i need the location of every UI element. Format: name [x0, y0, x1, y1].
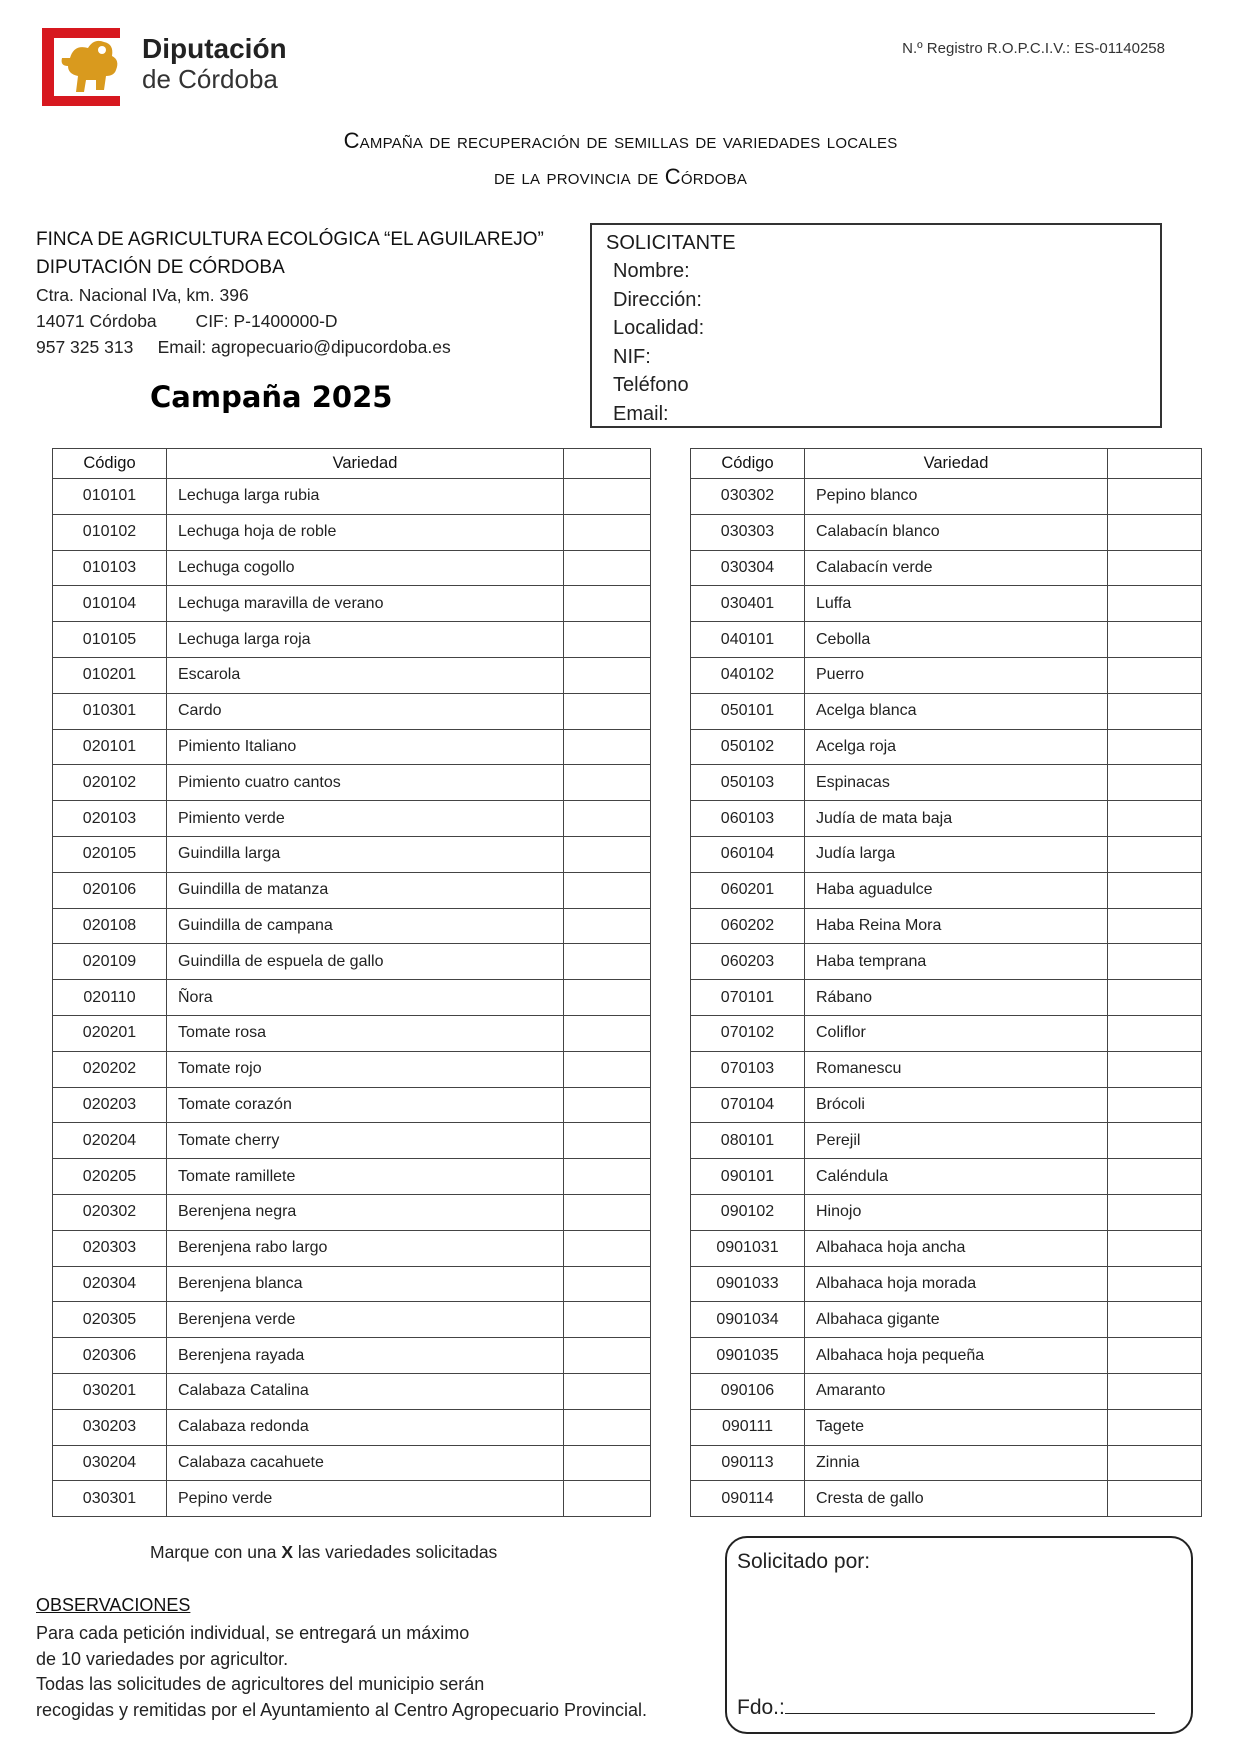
- variety-name: Lechuga larga roja: [167, 622, 564, 658]
- select-checkbox-cell[interactable]: [1108, 1159, 1202, 1195]
- table-row: [691, 1338, 1202, 1374]
- table-row: [53, 479, 651, 515]
- table-row: [53, 1373, 651, 1409]
- document-title-line2: de la provincia de Córdoba: [493, 164, 748, 189]
- variety-code: 020201: [53, 1015, 167, 1051]
- table-row: [53, 1481, 651, 1517]
- table-row: [691, 980, 1202, 1016]
- select-checkbox-cell[interactable]: [564, 729, 651, 765]
- variety-code: 020105: [53, 836, 167, 872]
- select-checkbox-cell[interactable]: [564, 1409, 651, 1445]
- variety-name: Escarola: [167, 657, 564, 693]
- variety-name: Brócoli: [805, 1087, 1108, 1123]
- variety-name: Tomate cherry: [167, 1123, 564, 1159]
- table-row: [53, 1194, 651, 1230]
- select-checkbox-cell[interactable]: [564, 801, 651, 837]
- variety-code: 070103: [691, 1051, 805, 1087]
- table-row: [53, 765, 651, 801]
- variety-code: 070102: [691, 1015, 805, 1051]
- observaciones-line: Para cada petición individual, se entregará un máximo: [36, 1623, 470, 1643]
- variety-code: 020305: [53, 1302, 167, 1338]
- table-row: [691, 1230, 1202, 1266]
- select-checkbox-cell[interactable]: [564, 765, 651, 801]
- variety-code: 020102: [53, 765, 167, 801]
- select-checkbox-cell[interactable]: [1108, 801, 1202, 837]
- table-row: [53, 622, 651, 658]
- table-row: [691, 1194, 1202, 1230]
- column-header-code: Código: [53, 449, 167, 479]
- table-row: [691, 479, 1202, 515]
- variety-name: Calabacín verde: [805, 550, 1108, 586]
- select-checkbox-cell[interactable]: [1108, 1302, 1202, 1338]
- observaciones-line: Todas las solicitudes de agricultores del municipio serán: [36, 1674, 485, 1694]
- table-row: [53, 1445, 651, 1481]
- email-field[interactable]: Email:: [613, 402, 669, 425]
- signature-box[interactable]: [725, 1536, 1193, 1734]
- table-row: [691, 729, 1202, 765]
- telefono-field[interactable]: Teléfono: [613, 374, 689, 396]
- table-row: [691, 872, 1202, 908]
- variety-name: Pepino verde: [167, 1481, 564, 1517]
- registro-number: N.º Registro R.O.P.C.I.V.: ES-01140258: [902, 40, 1165, 57]
- select-checkbox-cell[interactable]: [1108, 908, 1202, 944]
- table-row: [691, 1266, 1202, 1302]
- direccion-field[interactable]: Dirección:: [613, 288, 702, 311]
- variety-code: 0901033: [691, 1266, 805, 1302]
- variety-name: Albahaca hoja ancha: [805, 1230, 1108, 1266]
- variety-name: Ñora: [167, 980, 564, 1016]
- table-row: [53, 657, 651, 693]
- variety-name: Coliflor: [805, 1015, 1108, 1051]
- select-checkbox-cell[interactable]: [564, 944, 651, 980]
- variety-name: Haba temprana: [805, 944, 1108, 980]
- table-row: [53, 514, 651, 550]
- diputacion-logo: [42, 28, 302, 108]
- logo-subtitle: de Córdoba: [142, 64, 278, 94]
- select-checkbox-cell[interactable]: [1108, 622, 1202, 658]
- table-row: [53, 1409, 651, 1445]
- variety-code: 030201: [53, 1373, 167, 1409]
- variety-code: 010103: [53, 550, 167, 586]
- variety-name: Calabacín blanco: [805, 514, 1108, 550]
- observaciones-text: [36, 1621, 647, 1723]
- variety-name: Berenjena blanca: [167, 1266, 564, 1302]
- variety-name: Guindilla larga: [167, 836, 564, 872]
- logo-title: Diputación: [142, 33, 287, 64]
- variety-name: Guindilla de campana: [167, 908, 564, 944]
- select-checkbox-cell[interactable]: [1108, 765, 1202, 801]
- table-row: [691, 693, 1202, 729]
- select-checkbox-cell[interactable]: [564, 693, 651, 729]
- variety-code: 070101: [691, 980, 805, 1016]
- variety-code: 040102: [691, 657, 805, 693]
- select-checkbox-cell[interactable]: [1108, 836, 1202, 872]
- variety-code: 030303: [691, 514, 805, 550]
- variety-name: Tomate ramillete: [167, 1159, 564, 1195]
- nombre-field[interactable]: Nombre:: [613, 260, 690, 282]
- table-row: [691, 622, 1202, 658]
- variety-name: Judía de mata baja: [805, 801, 1108, 837]
- variety-name: Berenjena rabo largo: [167, 1230, 564, 1266]
- variety-code: 0901034: [691, 1302, 805, 1338]
- variety-code: 090111: [691, 1409, 805, 1445]
- variety-name: Puerro: [805, 657, 1108, 693]
- table-row: [53, 586, 651, 622]
- table-row: [53, 1123, 651, 1159]
- variety-code: 050101: [691, 693, 805, 729]
- table-row: [53, 1087, 651, 1123]
- table-row: [53, 1230, 651, 1266]
- variety-code: 060201: [691, 872, 805, 908]
- table-row: [53, 1338, 651, 1374]
- variety-name: Rábano: [805, 980, 1108, 1016]
- select-checkbox-cell[interactable]: [1108, 1194, 1202, 1230]
- select-checkbox-cell[interactable]: [1108, 1445, 1202, 1481]
- table-row: [53, 1302, 651, 1338]
- variety-name: Calabaza redonda: [167, 1409, 564, 1445]
- select-checkbox-cell[interactable]: [564, 1481, 651, 1517]
- select-checkbox-cell[interactable]: [564, 908, 651, 944]
- variety-code: 090101: [691, 1159, 805, 1195]
- variety-code: 050102: [691, 729, 805, 765]
- select-checkbox-cell[interactable]: [1108, 1230, 1202, 1266]
- column-header-variety: Variedad: [167, 449, 564, 479]
- column-header-variety: Variedad: [805, 449, 1108, 479]
- variety-code: 020202: [53, 1051, 167, 1087]
- variety-code: 060104: [691, 836, 805, 872]
- variety-name: Acelga blanca: [805, 693, 1108, 729]
- select-checkbox-cell[interactable]: [564, 1015, 651, 1051]
- variety-code: 020108: [53, 908, 167, 944]
- select-checkbox-cell[interactable]: [564, 1087, 651, 1123]
- marque-text-pre: Marque con una: [150, 1542, 282, 1562]
- variety-name: Guindilla de espuela de gallo: [167, 944, 564, 980]
- variety-code: 020204: [53, 1123, 167, 1159]
- variety-code: 010105: [53, 622, 167, 658]
- variety-code: 020303: [53, 1230, 167, 1266]
- variety-code: 030203: [53, 1409, 167, 1445]
- variety-name: Lechuga cogollo: [167, 550, 564, 586]
- variety-name: Zinnia: [805, 1445, 1108, 1481]
- variety-name: Pimiento Italiano: [167, 729, 564, 765]
- select-checkbox-cell[interactable]: [564, 836, 651, 872]
- select-checkbox-cell[interactable]: [564, 550, 651, 586]
- variety-name: Caléndula: [805, 1159, 1108, 1195]
- select-checkbox-cell[interactable]: [1108, 1481, 1202, 1517]
- variety-code: 090102: [691, 1194, 805, 1230]
- variety-code: 090113: [691, 1445, 805, 1481]
- nif-field[interactable]: NIF:: [613, 345, 651, 368]
- variety-code: 020302: [53, 1194, 167, 1230]
- variety-code: 010102: [53, 514, 167, 550]
- select-checkbox-cell[interactable]: [564, 622, 651, 658]
- variety-name: Hinojo: [805, 1194, 1108, 1230]
- variety-code: 010104: [53, 586, 167, 622]
- variety-name: Amaranto: [805, 1373, 1108, 1409]
- select-checkbox-cell[interactable]: [1108, 729, 1202, 765]
- variety-code: 030301: [53, 1481, 167, 1517]
- solicitante-box: [590, 223, 1162, 428]
- table-row: [691, 1051, 1202, 1087]
- table-row: [53, 944, 651, 980]
- variety-code: 030401: [691, 586, 805, 622]
- variety-name: Lechuga hoja de roble: [167, 514, 564, 550]
- variety-name: Berenjena rayada: [167, 1338, 564, 1374]
- variety-name: Guindilla de matanza: [167, 872, 564, 908]
- select-checkbox-cell[interactable]: [564, 1338, 651, 1374]
- table-row: [53, 1015, 651, 1051]
- variety-name: Berenjena verde: [167, 1302, 564, 1338]
- table-row: [53, 801, 651, 837]
- select-checkbox-cell[interactable]: [1108, 1123, 1202, 1159]
- table-row: [691, 908, 1202, 944]
- institution-contact: 957 325 313 Email: agropecuario@dipucordoba.es: [36, 337, 451, 357]
- table-row: [53, 980, 651, 1016]
- table-row: [691, 1373, 1202, 1409]
- variety-code: 010101: [53, 479, 167, 515]
- select-checkbox-cell[interactable]: [564, 872, 651, 908]
- table-row: [691, 1087, 1202, 1123]
- variety-name: Albahaca hoja pequeña: [805, 1338, 1108, 1374]
- table-row: [691, 1409, 1202, 1445]
- table-row: [53, 1051, 651, 1087]
- variety-code: 020101: [53, 729, 167, 765]
- localidad-field[interactable]: Localidad:: [613, 317, 705, 339]
- table-row: [691, 1481, 1202, 1517]
- variety-name: Tagete: [805, 1409, 1108, 1445]
- select-checkbox-cell[interactable]: [1108, 514, 1202, 550]
- table-row: [691, 1015, 1202, 1051]
- variety-name: Tomate rojo: [167, 1051, 564, 1087]
- marque-text-post: las variedades solicitadas: [293, 1542, 498, 1562]
- select-checkbox-cell[interactable]: [1108, 1015, 1202, 1051]
- variety-code: 070104: [691, 1087, 805, 1123]
- select-checkbox-cell[interactable]: [564, 1302, 651, 1338]
- institution-parent: DIPUTACIÓN DE CÓRDOBA: [36, 257, 285, 278]
- variety-table-left: [52, 448, 651, 1517]
- variety-name: Luffa: [805, 586, 1108, 622]
- variety-code: 090106: [691, 1373, 805, 1409]
- variety-code: 040101: [691, 622, 805, 658]
- column-header-mark: [1108, 449, 1202, 479]
- variety-code: 030204: [53, 1445, 167, 1481]
- table-row: [691, 944, 1202, 980]
- select-checkbox-cell[interactable]: [1108, 657, 1202, 693]
- variety-name: Berenjena negra: [167, 1194, 564, 1230]
- select-checkbox-cell[interactable]: [1108, 693, 1202, 729]
- select-checkbox-cell[interactable]: [1108, 550, 1202, 586]
- variety-name: Haba Reina Mora: [805, 908, 1108, 944]
- select-checkbox-cell[interactable]: [564, 586, 651, 622]
- select-checkbox-cell[interactable]: [1108, 872, 1202, 908]
- select-checkbox-cell[interactable]: [564, 1123, 651, 1159]
- column-header-mark: [564, 449, 651, 479]
- table-row: [53, 872, 651, 908]
- select-checkbox-cell[interactable]: [564, 980, 651, 1016]
- variety-code: 030302: [691, 479, 805, 515]
- observaciones-line: recogidas y remitidas por el Ayuntamiento al Centro Agropecuario Provincial.: [36, 1699, 647, 1720]
- marque-x: X: [281, 1542, 294, 1562]
- variety-name: Cebolla: [805, 622, 1108, 658]
- select-checkbox-cell[interactable]: [1108, 1266, 1202, 1302]
- variety-code: 020106: [53, 872, 167, 908]
- variety-code: 0901035: [691, 1338, 805, 1374]
- select-checkbox-cell[interactable]: [1108, 1373, 1202, 1409]
- table-header-row: [53, 449, 651, 479]
- table-row: [691, 1445, 1202, 1481]
- table-row: [691, 1123, 1202, 1159]
- variety-code: 080101: [691, 1123, 805, 1159]
- observaciones-title: OBSERVACIONES: [36, 1595, 191, 1615]
- variety-name: Tomate corazón: [167, 1087, 564, 1123]
- table-row: [691, 514, 1202, 550]
- table-header-row: [691, 449, 1202, 479]
- variety-name: Calabaza Catalina: [167, 1373, 564, 1409]
- select-checkbox-cell[interactable]: [564, 1266, 651, 1302]
- variety-code: 090114: [691, 1481, 805, 1517]
- variety-name: Tomate rosa: [167, 1015, 564, 1051]
- select-checkbox-cell[interactable]: [564, 1159, 651, 1195]
- table-row: [691, 1302, 1202, 1338]
- variety-code: 0901031: [691, 1230, 805, 1266]
- table-row: [691, 801, 1202, 837]
- table-row: [691, 1159, 1202, 1195]
- variety-code: 020110: [53, 980, 167, 1016]
- marque-instruction: [150, 1542, 497, 1563]
- campaign-year: Campaña 2025: [150, 380, 393, 414]
- select-checkbox-cell[interactable]: [564, 514, 651, 550]
- variety-name: Acelga roja: [805, 729, 1108, 765]
- select-checkbox-cell[interactable]: [1108, 586, 1202, 622]
- table-row: [53, 908, 651, 944]
- select-checkbox-cell[interactable]: [564, 1230, 651, 1266]
- signature-underline: [785, 1696, 1155, 1714]
- variety-code: 060202: [691, 908, 805, 944]
- select-checkbox-cell[interactable]: [564, 1194, 651, 1230]
- variety-name: Haba aguadulce: [805, 872, 1108, 908]
- variety-code: 020205: [53, 1159, 167, 1195]
- fdo-label: Fdo.:: [737, 1696, 785, 1719]
- variety-code: 010201: [53, 657, 167, 693]
- select-checkbox-cell[interactable]: [1108, 479, 1202, 515]
- variety-code: 020203: [53, 1087, 167, 1123]
- table-row: [691, 586, 1202, 622]
- select-checkbox-cell[interactable]: [1108, 1409, 1202, 1445]
- table-row: [53, 1159, 651, 1195]
- select-checkbox-cell[interactable]: [564, 1445, 651, 1481]
- table-row: [53, 729, 651, 765]
- variety-code: 030304: [691, 550, 805, 586]
- table-row: [53, 693, 651, 729]
- select-checkbox-cell[interactable]: [564, 657, 651, 693]
- column-header-code: Código: [691, 449, 805, 479]
- select-checkbox-cell[interactable]: [564, 1373, 651, 1409]
- variety-code: 060103: [691, 801, 805, 837]
- select-checkbox-cell[interactable]: [564, 1051, 651, 1087]
- institution-city-cif: 14071 Córdoba CIF: P-1400000-D: [36, 311, 338, 331]
- variety-code: 060203: [691, 944, 805, 980]
- diputacion-lion-icon: [42, 28, 132, 106]
- variety-name: Lechuga larga rubia: [167, 479, 564, 515]
- table-row: [691, 657, 1202, 693]
- solicitante-title: SOLICITANTE: [606, 232, 736, 254]
- institution-name: FINCA DE AGRICULTURA ECOLÓGICA “EL AGUILAREJO”: [36, 229, 544, 250]
- variety-code: 020306: [53, 1338, 167, 1374]
- document-title-line1: Campaña de recuperación de semillas de variedades locales: [343, 128, 898, 153]
- variety-code: 050103: [691, 765, 805, 801]
- institution-block: [36, 226, 576, 360]
- variety-name: Lechuga maravilla de verano: [167, 586, 564, 622]
- institution-address: Ctra. Nacional IVa, km. 396: [36, 285, 249, 305]
- solicitado-por-label: Solicitado por:: [737, 1550, 871, 1573]
- variety-code: 020304: [53, 1266, 167, 1302]
- table-row: [691, 836, 1202, 872]
- variety-name: Pimiento verde: [167, 801, 564, 837]
- variety-name: Judía larga: [805, 836, 1108, 872]
- variety-table-right: [690, 448, 1202, 1517]
- variety-name: Perejil: [805, 1123, 1108, 1159]
- table-row: [691, 765, 1202, 801]
- variety-name: Albahaca hoja morada: [805, 1266, 1108, 1302]
- select-checkbox-cell[interactable]: [1108, 980, 1202, 1016]
- variety-name: Cardo: [167, 693, 564, 729]
- variety-name: Espinacas: [805, 765, 1108, 801]
- variety-code: 020109: [53, 944, 167, 980]
- select-checkbox-cell[interactable]: [1108, 1051, 1202, 1087]
- observaciones-line: de 10 variedades por agricultor.: [36, 1648, 289, 1669]
- variety-name: Pimiento cuatro cantos: [167, 765, 564, 801]
- table-row: [53, 550, 651, 586]
- select-checkbox-cell[interactable]: [1108, 1087, 1202, 1123]
- variety-name: Pepino blanco: [805, 479, 1108, 515]
- variety-code: 010301: [53, 693, 167, 729]
- select-checkbox-cell[interactable]: [1108, 944, 1202, 980]
- select-checkbox-cell[interactable]: [564, 479, 651, 515]
- variety-name: Albahaca gigante: [805, 1302, 1108, 1338]
- variety-code: 020103: [53, 801, 167, 837]
- signature-line[interactable]: [737, 1696, 1155, 1720]
- table-row: [53, 1266, 651, 1302]
- variety-name: Cresta de gallo: [805, 1481, 1108, 1517]
- table-row: [691, 550, 1202, 586]
- table-row: [53, 836, 651, 872]
- variety-name: Calabaza cacahuete: [167, 1445, 564, 1481]
- variety-name: Romanescu: [805, 1051, 1108, 1087]
- select-checkbox-cell[interactable]: [1108, 1338, 1202, 1374]
